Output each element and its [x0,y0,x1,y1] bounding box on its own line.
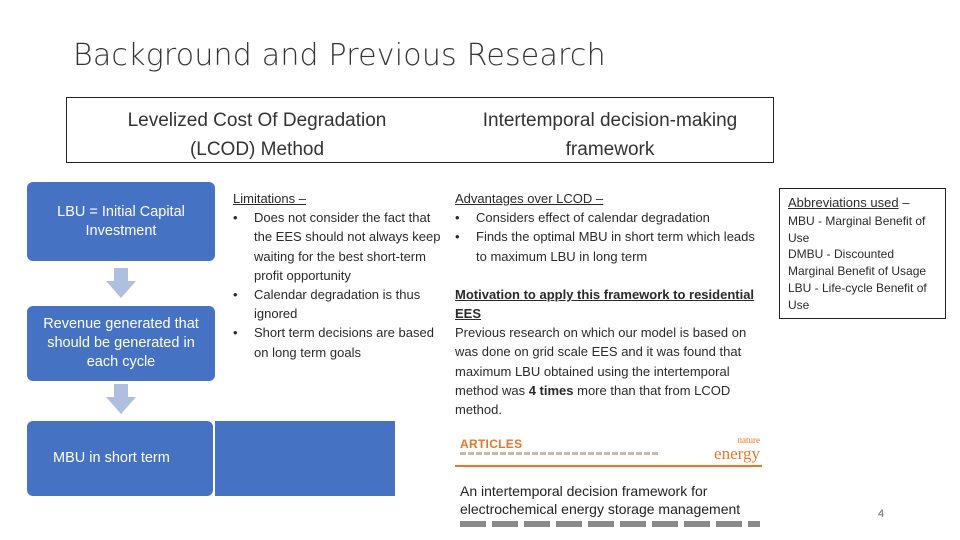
article-snippet [455,433,762,530]
article-label: ARTICLES [460,437,523,451]
header-table [66,97,774,163]
advantage-text: Considers effect of calendar degradation [476,210,710,226]
header-intertemporal [451,106,769,164]
bullet: • [233,287,238,303]
motivation-text-end: more than that from LCOD method. [455,382,731,418]
article-doi-line [460,452,660,455]
advantages-heading: Advantages over LCOD – [455,191,604,206]
limitation-text: Short term decisions are based on long term goals [254,325,434,360]
abbreviations-box [779,188,946,319]
flow-box-mbu-extension [215,421,395,496]
bullet: • [233,325,238,341]
slide-title: Background and Previous Research [73,38,606,73]
advantage-item [455,227,765,265]
flow-box-lbu: LBU = Initial Capital Investment [27,182,215,261]
journal-logo-top: nature [737,435,760,445]
down-arrow-icon [106,268,136,298]
article-header-bar [455,433,762,467]
abbreviation-item: LBU - Life-cycle Benefit of Use [788,280,927,312]
limitation-item [233,208,445,285]
abbreviations-heading-text: Abbreviations used [788,195,899,210]
abbreviations-heading [788,195,937,212]
limitation-item [233,323,445,361]
motivation-paragraph [455,323,765,419]
limitation-text: Does not consider the fact that the EES should not always keep waiting for the best short-term profit opportunity [254,210,441,283]
journal-logo-bottom: energy [714,444,760,463]
header-intertemporal-line1: Intertemporal decision-making [482,110,738,131]
article-title: An intertemporal decision framework for electrochemical energy storage management [460,483,741,517]
abbreviations-heading-suffix: – [898,195,910,210]
abbreviation-item: MBU - Marginal Benefit of Use [788,213,926,245]
article-authors-line [460,521,760,527]
bullet: • [455,210,460,226]
limitation-text: Calendar degradation is thus ignored [254,287,421,322]
header-lcod-line1: Levelized Cost Of Degradation [127,110,387,131]
down-arrow-icon [106,384,136,414]
abbreviation-item: DMBU - Discounted Marginal Benefit of Usage [788,247,927,279]
header-lcod-line2: (LCOD) Method [189,139,325,160]
flow-box-revenue: Revenue generated that should be generated in each cycle [27,306,215,381]
header-intertemporal-line2: framework [565,139,655,160]
motivation-text: Previous research on which our model is based on was done on grid scale EES and it was found that maximum LBU obtained using the intertemporal method was [455,325,747,398]
motivation-emphasis: 4 times [528,382,574,398]
bullet: • [455,229,460,245]
limitations-heading: Limitations – [233,191,306,206]
advantage-text: Finds the optimal MBU in short term which leads to maximum LBU in long term [476,229,755,264]
header-lcod [77,106,437,164]
motivation-heading: Motivation to apply this framework to residential EES [455,286,755,322]
advantage-item [455,208,765,227]
bullet: • [233,210,238,226]
advantages-section [455,189,765,419]
journal-logo [704,435,760,463]
limitations-section [233,189,445,362]
page-number: 4 [878,508,885,520]
limitation-item [233,285,445,323]
flow-box-mbu: MBU in short term [27,421,213,496]
